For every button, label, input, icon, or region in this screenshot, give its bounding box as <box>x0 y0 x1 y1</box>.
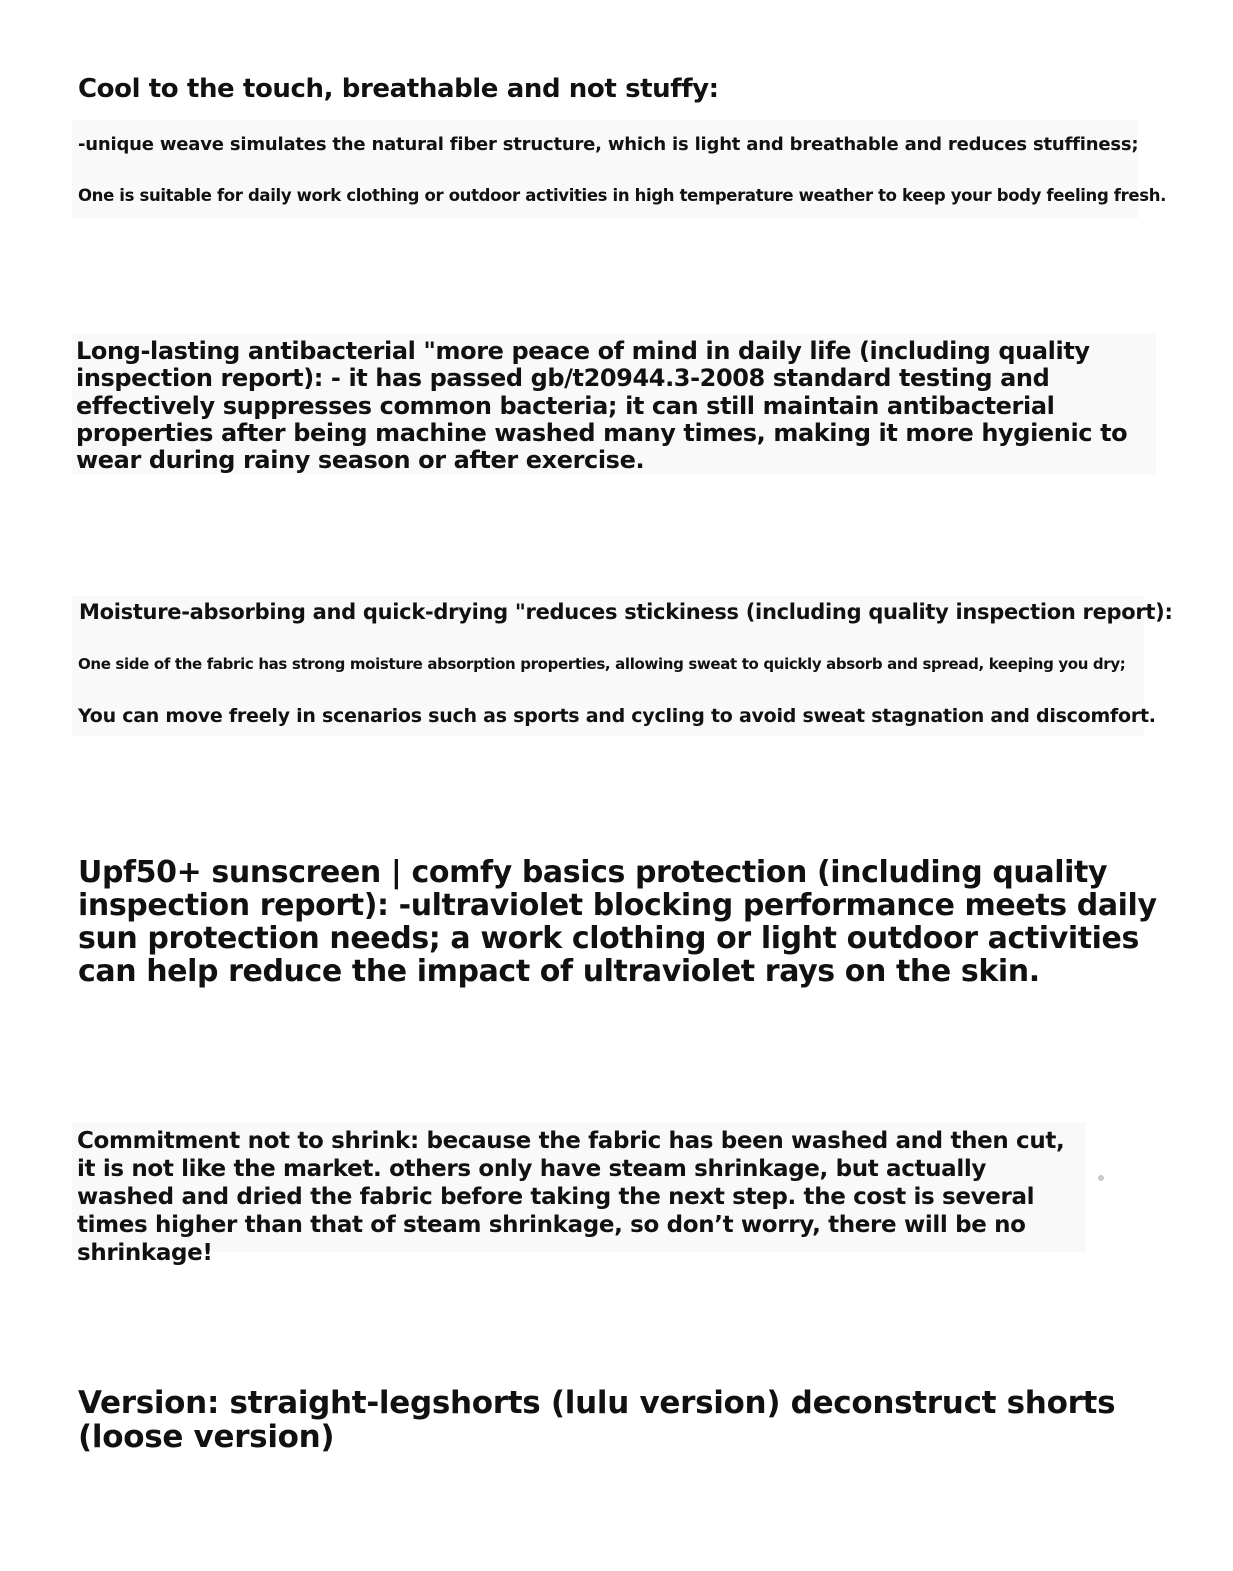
section-moisture-title: Moisture-absorbing and quick-drying "reduces stickiness (including quality inspection report): <box>79 600 1173 624</box>
section-shrink-text: Commitment not to shrink: because the fabric has been washed and then cut, it is not like the market. others only have steam shrinkage, but actually washed and dried the fabric before taking the next step. the cost is several times higher than that of steam shrinkage, so don’t worry, there will be no shrinkage! <box>77 1128 1065 1266</box>
stray-dot <box>1098 1175 1104 1181</box>
section-moisture-line-2: You can move freely in scenarios such as sports and cycling to avoid sweat stagnation and discomfort. <box>78 705 1156 727</box>
section-cool-line-2: One is suitable for daily work clothing or outdoor activities in high temperature weather to keep your body feeling fresh. <box>78 186 1167 205</box>
section-version-text: Version: straight-legshorts (lulu version) deconstruct shorts (loose version) <box>78 1385 1116 1455</box>
section-moisture-line-1: One side of the fabric has strong moisture absorption properties, allowing sweat to quickly absorb and spread, keeping you dry; <box>78 655 1126 673</box>
section-cool-title: Cool to the touch, breathable and not stuffy: <box>78 74 719 104</box>
section-upf-text: Upf50+ sunscreen | comfy basics protection (including quality inspection report): -ultraviolet blocking performance meets daily sun protection needs; a work clothing or light outdoor activities can help reduce the impact of ultraviolet rays on the skin. <box>78 855 1157 989</box>
section-antibacterial-text: Long-lasting antibacterial "more peace of mind in daily life (including quality inspection report): - it has passed gb/t20944.3-2008 standard testing and effectively suppresses common bacteria; it can still maintain antibacterial properties after being machine washed many times, making it more hygienic to wear during rainy season or after exercise. <box>76 337 1128 475</box>
section-cool-line-1: -unique weave simulates the natural fiber structure, which is light and breathable and reduces stuffiness; <box>78 134 1139 155</box>
